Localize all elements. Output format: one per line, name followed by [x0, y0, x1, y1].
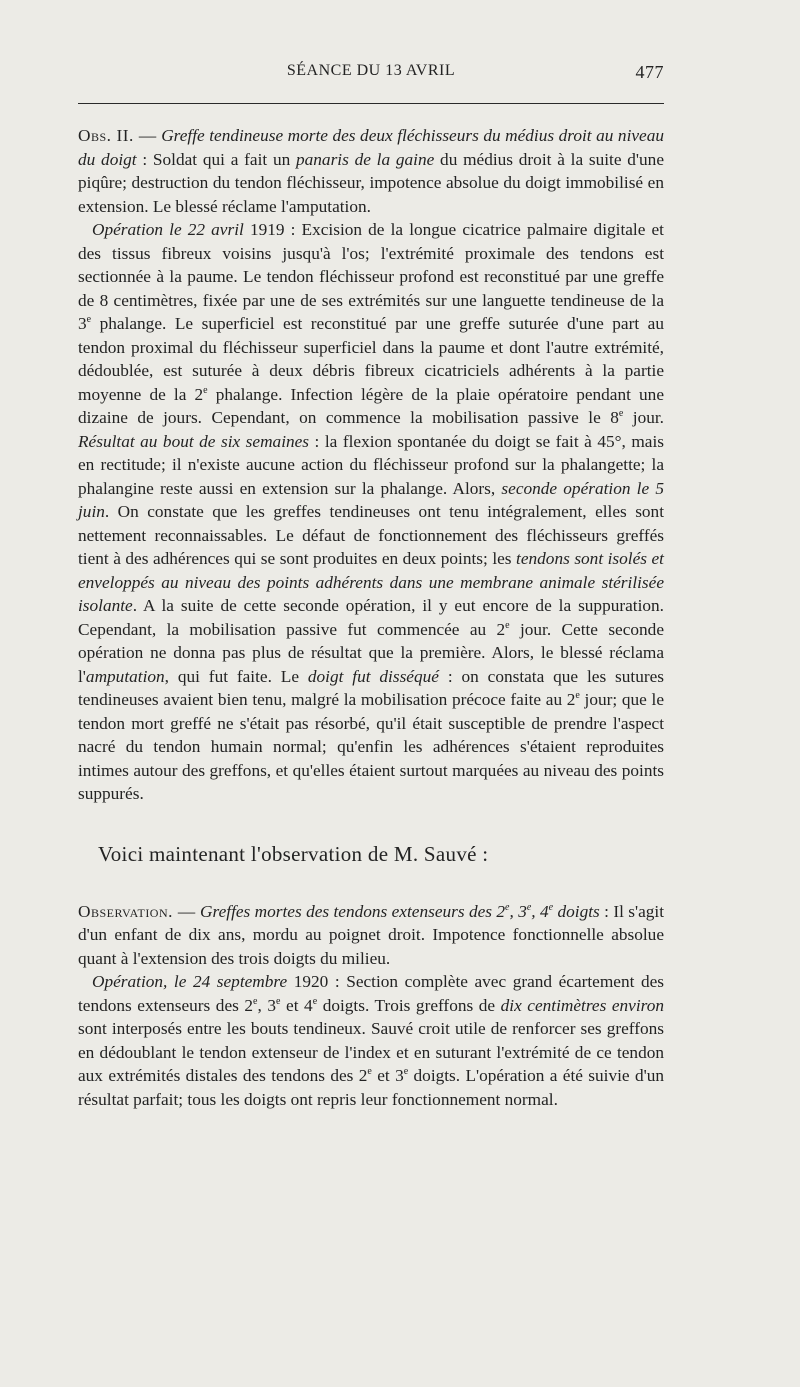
- op1-t9: , qui fut faite. Le: [164, 666, 308, 686]
- op2-t5: sont interposés entre les bouts tendineux. Sauvé croit utile de renforcer ses greffons en dédoublant le tendon extenseur de l'index et en suturant l'extrémité de ce tendon aux extrémités distales des tendons des 2: [78, 1019, 664, 1085]
- op1-t1: 1919 : Excision de la longue cicatrice palmaire digitale et des tissus fibreux voisins jusqu'à l'os; l'extrémité proximale des tendons est sectionnée à la paume. Le tendon fléchisseur profond est reconstitué par une greffe de 8 centimètres, fixée par une de ses extrémités sur une languette tendineuse de la 3: [78, 220, 664, 333]
- op2-t6: et 3: [371, 1066, 404, 1085]
- op1-sup4: e: [505, 619, 510, 631]
- obs3-text: : Il s'agit d'un enfant de dix ans, mordu au poignet droit. Impotence fonctionnelle absolue quant à l'extension des trois doigts du milieu.: [78, 901, 665, 968]
- obs3-s1: e: [505, 901, 510, 913]
- op1-t6: . On constate que les greffes tendineuses ont tenu intégralement, elles sont nettement reconnaissables. Le défaut de fonctionnement des fléchisseurs greffés tient à des adhérences qui se sont produites en deux points; les: [78, 502, 664, 568]
- op2-s3: e: [312, 995, 318, 1007]
- op1-t5: : la flexion spontanée du doigt se fait à 45°, mais en rectitude; il n'existe aucune action du fléchisseur profond sur la phalangette; la phalangine reste aussi en extension sur la phalange. Alors,: [78, 431, 664, 498]
- obs2-panaris: panaris de la gaine: [296, 149, 435, 169]
- op1-t7: . A la suite de cette seconde opération, il y eut encore de la suppuration. Cependant, la mobilisation passive fut commencée au 2: [78, 596, 664, 639]
- op1-t3: phalange. Infection légère de la plaie opératoire pendant une dizaine de jours. Cependant, on commence la mobilisation passive le 8: [78, 384, 664, 427]
- obs3-label: Observation. —: [78, 901, 196, 921]
- header-rule: [78, 103, 664, 104]
- op2-paragraph: [78, 970, 664, 1111]
- obs3-paragraph: [78, 900, 664, 971]
- op2-s5: e: [403, 1066, 409, 1078]
- running-header: [78, 62, 664, 90]
- obs3-title-a: Greffes mortes des tendons extenseurs des 2: [200, 901, 506, 921]
- obs3-t1: , 3: [509, 901, 527, 921]
- op2-t1: 1920 : Section complète avec grand écartement des tendons extenseurs des 2: [78, 972, 664, 1015]
- op1-t11: jour; que le tendon mort greffé ne s'était pas résorbé, qu'il était susceptible de prendre l'aspect nacré du tendon humain normal; qu'enfin les adhérences s'étaient reproduites intimes autour des greffons, et qu'elles étaient surtout marquées au niveau des points suppurés.: [78, 690, 664, 803]
- op1-amput: amputation: [85, 666, 165, 686]
- op2-dix: dix centimètres environ: [500, 995, 665, 1015]
- op1-t10: : on constata que les sutures tendineuses avaient bien tenu, malgré la mobilisation précoce faite au 2: [78, 666, 664, 709]
- obs2-text: : Soldat qui a fait un: [136, 149, 296, 169]
- op2-label: Opération, le 24 septembre: [92, 972, 288, 991]
- lead-sentence: Voici maintenant l'observation de M. Sauvé :: [98, 841, 489, 866]
- obs2-paragraph: [78, 124, 664, 218]
- op2-t2: , 3: [257, 995, 277, 1015]
- op2-t3: et 4: [280, 995, 313, 1015]
- obs3-s2: e: [526, 901, 532, 913]
- op2-t7: doigts. L'opération a été suivie d'un résultat parfait; tous les doigts ont repris leur fonctionnement normal.: [78, 1066, 664, 1109]
- obs2-text2: du médius droit à la suite d'une piqûre; destruction du tendon fléchisseur, impotence absolue du doigt immobilisé en extension. Le blessé réclame l'amputation.: [78, 149, 664, 216]
- op2-s1: e: [253, 995, 258, 1007]
- page-body: [78, 124, 664, 1111]
- op1-isoles: tendons sont isolés et enveloppés au niveau des points adhérents dans une membrane animale stérilisée isolante: [78, 549, 664, 615]
- op2-s2: e: [276, 995, 281, 1007]
- obs2-label: Obs. II. —: [78, 126, 157, 145]
- op1-label: Opération le 22 avril: [92, 220, 244, 239]
- op1-sup3: e: [618, 408, 624, 420]
- op1-t2: phalange. Le superficiel est reconstitué par une greffe suturée d'une part au tendon proximal du fléchisseur superficiel dans la paume et dont l'autre extrémité, dédoublée, est suturée à deux débris fibreux cicatriciels adhérents à la partie moyenne de la 2: [78, 314, 664, 404]
- page-number: 477: [635, 62, 664, 82]
- obs3-t3: doigts: [553, 901, 600, 921]
- op1-sup2: e: [203, 384, 208, 396]
- obs3-title: [200, 902, 600, 921]
- obs3-s3: e: [548, 901, 554, 913]
- op1-sup1: e: [86, 314, 92, 326]
- op2-t4: doigts. Trois greffons de: [317, 995, 501, 1015]
- op1-result: Résultat au bout de six semaines: [78, 431, 310, 451]
- op2-s4: e: [367, 1066, 372, 1078]
- obs3-t2: , 4: [531, 901, 549, 921]
- op1-paragraph: [78, 218, 664, 806]
- op1-t8: jour. Cette seconde opération ne donna pas plus de résultat que la première. Alors, le blessé réclama l': [78, 619, 664, 686]
- op1-disseque: doigt fut disséqué: [307, 666, 439, 686]
- obs2-title: Greffe tendineuse morte des deux fléchisseurs du médius droit au niveau du doigt: [78, 126, 665, 169]
- op1-sup5: e: [575, 690, 580, 702]
- op1-second: seconde opération le 5 juin: [78, 478, 664, 521]
- header-title: SÉANCE DU 13 AVRIL: [286, 62, 456, 79]
- op1-t4: jour.: [623, 408, 664, 427]
